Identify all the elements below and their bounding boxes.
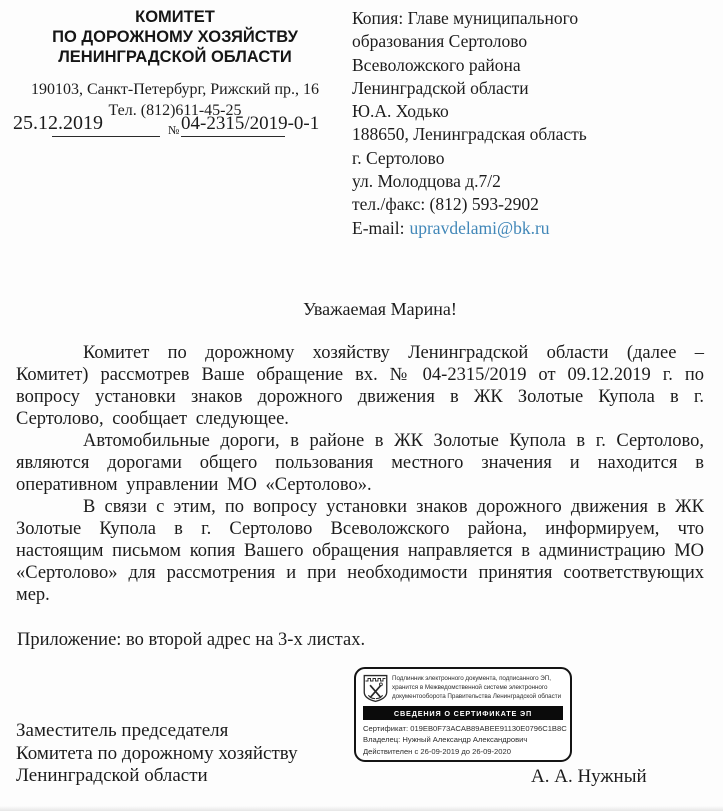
salutation: Уважаемая Марина! bbox=[303, 299, 457, 319]
recipient-line: ул. Молодцова д.7/2 bbox=[352, 171, 501, 192]
signer-position-line: Ленинградской области bbox=[16, 765, 208, 787]
letter-date: 25.12.2019 bbox=[13, 112, 103, 134]
recipient-line: Ю.А. Ходько bbox=[352, 101, 449, 122]
email-link[interactable]: upravdelami@bk.ru bbox=[409, 217, 550, 238]
body-paragraph: Автомобильные дороги, в районе в ЖК Золотые Купола в г. Сертолово, являются дорогами общего пользования местного значения и находится в оперативном управлении МО «Сертолово». bbox=[16, 431, 704, 495]
recipient-line: г. Сертолово bbox=[352, 147, 445, 168]
stamp-notice-line: документооборота Правительства Ленинградской области bbox=[392, 692, 562, 700]
number-sign: № bbox=[168, 123, 180, 137]
signer-name: А. А. Нужный bbox=[531, 766, 647, 787]
recipient-line: тел./факс: (812) 593-2902 bbox=[352, 194, 539, 215]
attachment-note: Приложение: во второй адрес на 3-х листах. bbox=[17, 630, 366, 650]
org-name-line: КОМИТЕТ bbox=[135, 8, 215, 26]
e-signature-stamp bbox=[354, 667, 572, 762]
stamp-notice-line: хранится в Межведомственной системе электронного bbox=[392, 684, 548, 692]
recipient-email-line bbox=[352, 217, 716, 240]
certificate-number: Сертификат: 019EB0F73ACAB89ABEE91130E0796C1B8C bbox=[363, 723, 567, 733]
stamp-header bbox=[363, 674, 563, 703]
letter-body bbox=[16, 342, 704, 606]
leningrad-coat-of-arms-icon bbox=[363, 674, 388, 703]
letterhead-phone: Тел. (812)611-45-25 bbox=[108, 102, 242, 119]
certificate-owner: Владелец: Нужный Александр Александрович bbox=[363, 735, 528, 745]
recipient-line: 188650, Ленинградская область bbox=[352, 124, 587, 145]
number-underline bbox=[181, 136, 285, 137]
body-paragraph: Комитет по дорожному хозяйству Ленинградской области (далее – Комитет) рассмотрев Ваше обращение вх. № 04-2315/2019 от 09.12.2019 г. по вопросу установки знаков дорожного движения в ЖК Золотые Купола в г. Сертолово, сообщает следующее. bbox=[16, 343, 704, 429]
certificate-details bbox=[363, 723, 567, 758]
scan-edge-artifact bbox=[0, 806, 723, 811]
signer-position-line: Комитета по дорожному хозяйству bbox=[16, 742, 298, 764]
recipient-line: образования Сертолово bbox=[352, 31, 528, 52]
recipient-line: Ленинградской области bbox=[352, 77, 529, 98]
date-underline bbox=[52, 136, 160, 137]
letterhead-org-name bbox=[8, 7, 342, 67]
email-label: E-mail: bbox=[352, 217, 405, 238]
signer-position-line: Заместитель председателя bbox=[16, 720, 229, 741]
recipient-block bbox=[352, 7, 716, 240]
recipient-line: Всеволожского района bbox=[352, 54, 521, 75]
org-name-line: ЛЕНИНГРАДСКОЙ ОБЛАСТИ bbox=[58, 48, 292, 66]
recipient-line: Копия: Главе муниципального bbox=[352, 8, 579, 28]
signer-position bbox=[16, 720, 298, 788]
stamp-notice bbox=[392, 675, 561, 701]
body-paragraph: В связи с этим, по вопросу установки знаков дорожного движения в ЖК Золотые Купола в г. Сертолово Всеволожского района, информируем, что настоящим письмом копия Вашего обращения направляется в администрацию МО «Сертолово» для рассмотрения и при необходимости принятия соответствующих мер. bbox=[16, 497, 704, 605]
stamp-notice-line: Подлинник электронного документа, подписанного ЭП, bbox=[392, 675, 551, 683]
letterhead-address: 190103, Санкт-Петербург, Рижский пр., 16 bbox=[30, 81, 320, 98]
certificate-validity: Действителен с 26-09-2019 до 26-09-2020 bbox=[363, 746, 511, 756]
org-name-line: ПО ДОРОЖНОМУ ХОЗЯЙСТВУ bbox=[52, 28, 298, 46]
certificate-info-bar: СВЕДЕНИЯ О СЕРТИФИКАТЕ ЭП bbox=[363, 706, 563, 720]
letter-number: 04-2315/2019-0-1 bbox=[181, 113, 320, 134]
